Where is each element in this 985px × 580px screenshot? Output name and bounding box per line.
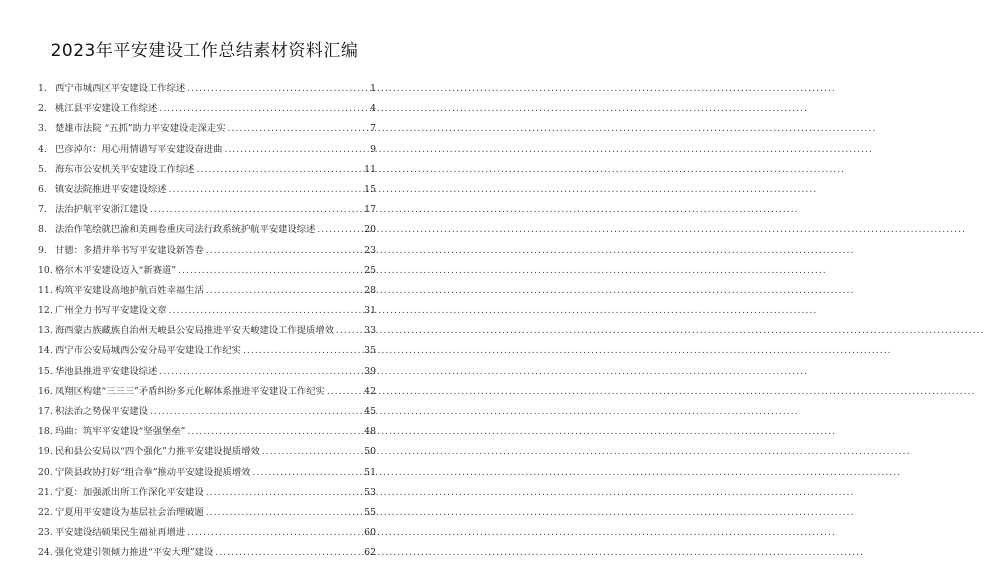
toc-dot-leader bbox=[252, 463, 362, 483]
toc-entry[interactable] bbox=[38, 301, 376, 321]
toc-entry-title: 桃江县平安建设工作综述 bbox=[55, 103, 158, 115]
toc-entry[interactable] bbox=[38, 140, 376, 160]
toc-entry-page-number: 23 bbox=[364, 244, 376, 256]
toc-entry[interactable] bbox=[38, 442, 376, 462]
toc-entry-number: 4. bbox=[38, 143, 47, 155]
toc-entry-page-number: 60 bbox=[364, 527, 376, 539]
toc-entry-number: 16. bbox=[38, 385, 53, 397]
toc-entry-title: 平安建设结硕果民生福祉再增进 bbox=[55, 527, 186, 539]
toc-entry-title: 楚雄市法院 “五抓”助力平安建设走深走实 bbox=[55, 123, 226, 135]
toc-entry[interactable] bbox=[38, 281, 376, 301]
toc-dot-leader bbox=[215, 543, 362, 563]
toc-entry-title: 宁陕县政协打好“组合拳”推动平安建设提质增效 bbox=[55, 466, 251, 478]
toc-dot-leader bbox=[150, 200, 362, 220]
toc-entry-title: 宁夏用平安建设为基层社会治理破题 bbox=[55, 506, 204, 518]
toc-entry-title: 西宁市城西区平安建设工作综述 bbox=[55, 83, 186, 94]
document-title: 2023年平安建设工作总结素材资料汇编 bbox=[50, 41, 359, 61]
toc-entry[interactable] bbox=[38, 382, 376, 402]
toc-entry-number: 12. bbox=[38, 305, 53, 317]
document-page bbox=[0, 0, 409, 580]
toc-entry-title: 巴彦淖尔：用心用情谱写平安建设奋进曲 bbox=[55, 143, 223, 155]
toc-entry-title: 格尔木平安建设迈入“新赛道” bbox=[55, 264, 177, 276]
toc-entry-page-number: 9 bbox=[370, 143, 376, 155]
toc-entry-number: 8. bbox=[38, 224, 47, 236]
toc-entry-page-number: 17 bbox=[364, 204, 376, 216]
toc-entry[interactable] bbox=[38, 422, 376, 442]
toc-entry[interactable] bbox=[38, 503, 376, 523]
toc-entry-title: 西宁市公安局城西公安分局平安建设工作纪实 bbox=[55, 345, 241, 357]
toc-entry-title: 民和县公安局以“四个强化”力推平安建设提质增效 bbox=[55, 446, 260, 458]
toc-entry-number: 14. bbox=[38, 345, 53, 357]
toc-entry-page-number: 53 bbox=[364, 486, 376, 498]
toc-entry[interactable] bbox=[38, 160, 376, 180]
toc-entry[interactable] bbox=[38, 483, 376, 503]
toc-entry-title: 宁夏：加强派出所工作深化平安建设 bbox=[55, 486, 204, 498]
toc-dot-leader bbox=[159, 99, 368, 119]
toc-dot-leader bbox=[169, 301, 363, 321]
toc-entry[interactable] bbox=[38, 79, 376, 99]
toc-dot-leader bbox=[159, 362, 362, 382]
toc-dot-leader bbox=[206, 503, 362, 523]
toc-entry-title: 广州全力书写平安建设文章 bbox=[55, 305, 167, 317]
toc-dot-leader bbox=[262, 442, 362, 462]
toc-entry-page-number: 28 bbox=[364, 284, 376, 296]
toc-entry-number: 24. bbox=[38, 547, 53, 559]
toc-entry[interactable] bbox=[38, 402, 376, 422]
toc-entry[interactable] bbox=[38, 180, 376, 200]
toc-entry[interactable] bbox=[38, 200, 376, 220]
toc-entry-page-number: 42 bbox=[364, 385, 376, 397]
toc-entry-page-number: 11 bbox=[364, 163, 376, 175]
toc-entry-number: 2. bbox=[38, 103, 47, 115]
toc-entry-title: 海西蒙古族藏族自治州天峻县公安局推进平安天峻建设工作提质增效 bbox=[55, 325, 334, 337]
toc-entry-page-number: 25 bbox=[364, 264, 376, 276]
toc-entry-page-number: 4 bbox=[370, 103, 376, 115]
toc-dot-leader bbox=[187, 422, 362, 442]
toc-entry[interactable] bbox=[38, 261, 376, 281]
toc-dot-leader bbox=[196, 160, 362, 180]
toc-entry[interactable] bbox=[38, 523, 376, 543]
toc-entry-number: 19. bbox=[38, 446, 53, 458]
toc-entry-page-number: 7 bbox=[370, 123, 376, 135]
toc-entry-number: 20. bbox=[38, 466, 53, 478]
toc-dot-leader bbox=[317, 220, 362, 240]
toc-dot-leader bbox=[150, 402, 362, 422]
toc-entry-number: 6. bbox=[38, 183, 47, 195]
toc-entry[interactable] bbox=[38, 341, 376, 361]
toc-entry-page-number: 33 bbox=[364, 325, 376, 337]
toc-entry-page-number: 55 bbox=[364, 506, 376, 518]
toc-dot-leader bbox=[228, 119, 369, 139]
toc-entry-page-number: 20 bbox=[364, 224, 376, 236]
toc-dot-leader bbox=[336, 321, 362, 341]
toc-entry[interactable] bbox=[38, 321, 376, 341]
toc-entry-page-number: 50 bbox=[364, 446, 376, 458]
toc-entry-page-number: 48 bbox=[364, 426, 376, 438]
toc-entry-page-number: 62 bbox=[364, 547, 376, 559]
toc-dot-leader bbox=[187, 523, 362, 543]
toc-entry-number: 5. bbox=[38, 163, 47, 175]
toc-entry-number: 18. bbox=[38, 426, 53, 438]
toc-entry-number: 22. bbox=[38, 506, 53, 518]
toc-entry-title: 凤翔区构建“三三三”矛盾纠纷多元化解体系推进平安建设工作纪实 bbox=[55, 385, 325, 397]
toc-dot-leader bbox=[187, 79, 368, 99]
toc-dot-leader bbox=[169, 180, 363, 200]
toc-entry-number: 3. bbox=[38, 123, 47, 135]
toc-entry[interactable] bbox=[38, 362, 376, 382]
toc-dot-leader bbox=[224, 140, 368, 160]
table-of-contents bbox=[38, 79, 376, 564]
toc-entry-title: 强化党建引领倾力推进“平安大理”建设 bbox=[55, 547, 214, 559]
toc-dot-leader bbox=[206, 241, 362, 261]
toc-entry-number: 13. bbox=[38, 325, 53, 337]
toc-entry-page-number: 31 bbox=[364, 305, 376, 317]
toc-entry-number: 7. bbox=[38, 204, 47, 216]
toc-entry-title: 法治作笔绘就巴渝和美画卷重庆司法行政系统护航平安建设综述 bbox=[55, 224, 316, 236]
toc-dot-leader bbox=[327, 382, 362, 402]
toc-entry-number: 23. bbox=[38, 527, 53, 539]
toc-entry-number: 10. bbox=[38, 264, 53, 276]
toc-dot-leader bbox=[243, 341, 362, 361]
toc-entry[interactable] bbox=[38, 241, 376, 261]
toc-entry[interactable] bbox=[38, 543, 376, 563]
toc-entry[interactable] bbox=[38, 463, 376, 483]
toc-entry-number: 9. bbox=[38, 244, 47, 256]
toc-entry-title: 海东市公安机关平安建设工作综述 bbox=[55, 163, 195, 175]
toc-dot-leader bbox=[178, 261, 362, 281]
toc-entry[interactable] bbox=[38, 119, 376, 139]
toc-dot-leader bbox=[206, 483, 362, 503]
toc-entry-title: 构筑平安建设高地护航百姓幸福生活 bbox=[55, 284, 204, 296]
toc-entry-title: 镇安法院推进平安建设综述 bbox=[55, 183, 167, 195]
toc-entry-title: 玛曲：筑牢平安建设“坚强堡垒” bbox=[55, 426, 186, 438]
toc-entry-page-number: 45 bbox=[364, 406, 376, 417]
toc-entry-page-number: 1 bbox=[370, 83, 376, 94]
toc-entry-number: 21. bbox=[38, 486, 53, 498]
toc-dot-leader bbox=[206, 281, 362, 301]
toc-entry-number: 17. bbox=[38, 406, 53, 417]
toc-entry-number: 1. bbox=[38, 83, 47, 94]
toc-entry-number: 11. bbox=[38, 284, 53, 296]
toc-entry-page-number: 35 bbox=[364, 345, 376, 357]
toc-entry-number: 15. bbox=[38, 365, 53, 377]
toc-entry[interactable] bbox=[38, 99, 376, 119]
toc-entry-page-number: 39 bbox=[364, 365, 376, 377]
toc-entry-page-number: 15 bbox=[364, 183, 376, 195]
toc-entry[interactable] bbox=[38, 220, 376, 240]
toc-entry-page-number: 51 bbox=[364, 466, 376, 478]
toc-entry-title: 法治护航平安浙江建设 bbox=[55, 204, 148, 216]
toc-entry-title: 甘德：多措并举书写平安建设新答卷 bbox=[55, 244, 204, 256]
toc-entry-title: 华池县推进平安建设综述 bbox=[55, 365, 158, 377]
toc-entry-title: 积法治之势保平安建设 bbox=[55, 406, 148, 417]
